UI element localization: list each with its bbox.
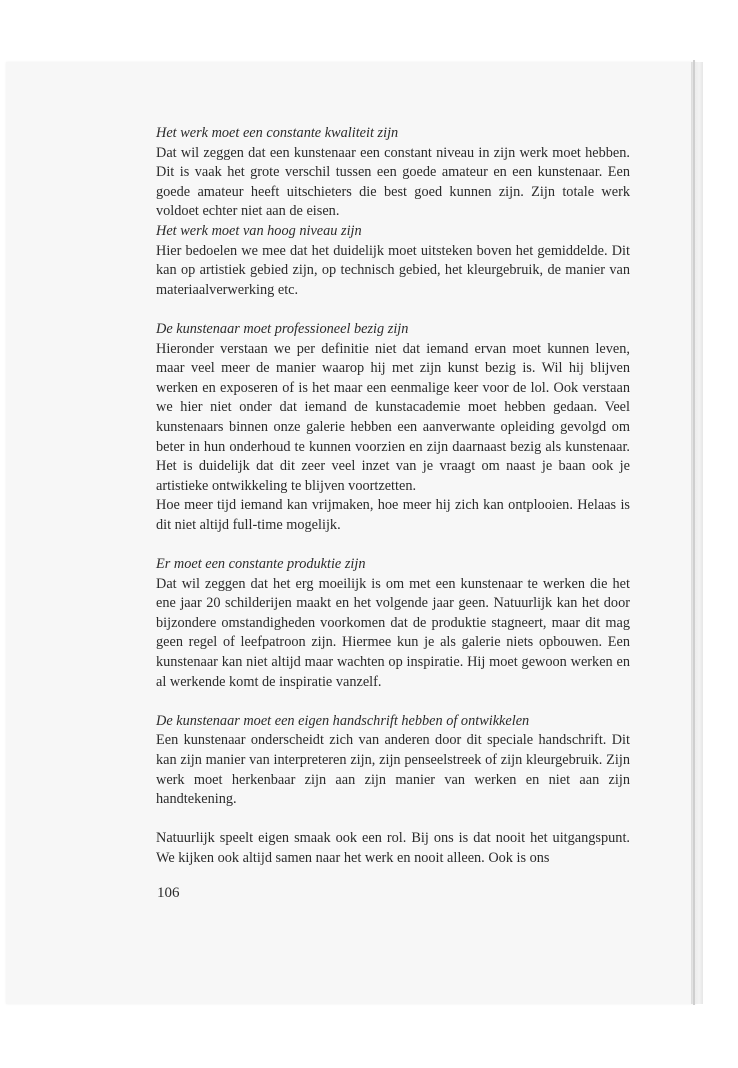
section-paragraph: Dat wil zeggen dat een kunstenaar een constant niveau in zijn werk moet hebben. Dit is vaak het grote verschil tussen een goede amateur en een kunstenaar. Een goede amateur heeft uitschieters die best goed kunnen zijn. Zijn totale werk voldoet echter niet aan de eisen. [156,144,630,220]
page-edge-line [693,60,695,1005]
section-heading: Het werk moet van hoog niveau zijn [156,222,362,239]
section-paragraph: Een kunstenaar onderscheidt zich van anderen door dit speciale handschrift. Dit kan zijn manier van interpreteren zijn, zijn penseelstreek of zijn kleurgebruik. Zijn werk moet herkenbaar zijn aan zijn manier van werken en niet aan zijn handtekening. [156,732,630,808]
section-heading: Er moet een constante produktie zijn [156,556,366,573]
section-heading: De kunstenaar moet professioneel bezig zijn [156,320,409,337]
section-constant-quality [156,124,630,222]
page-number: 106 [157,885,180,901]
page-text [156,124,630,869]
section-paragraph: Natuurlijk speelt eigen smaak ook een rol. Bij ons is dat nooit het uitgangspunt. We kijken ook altijd samen naar het werk en nooit alleen. Ook is ons [156,830,630,866]
section-high-level [156,222,630,300]
section-closing [156,829,630,868]
section-professional [156,320,630,536]
section-paragraph: Hoe meer tijd iemand kan vrijmaken, hoe meer hij zich kan ontplooien. Helaas is dit niet altijd full-time mogelijk. [156,497,630,533]
section-heading: De kunstenaar moet een eigen handschrift hebben of ontwikkelen [156,712,530,729]
section-paragraph: Hier bedoelen we mee dat het duidelijk moet uitsteken boven het gemiddelde. Dit kan op artistiek gebied zijn, op technisch gebied, het kleurgebruik, de manier van materiaalverwerking etc. [156,242,630,298]
section-own-handwriting [156,712,630,810]
section-paragraph: Dat wil zeggen dat het erg moeilijk is om met een kunstenaar te werken die het ene jaar 20 schilderijen maakt en het volgende jaar geen. Natuurlijk kan het door bijzondere omstandigheden voorkomen dat de produktie stagneert, maar dit mag geen regel of leefpatroon zijn. Hiermee kun je als galerie niets opbouwen. Een kunstenaar kan niet altijd maar wachten op inspiratie. Hij moet gewoon werken en al werkende komt de inspiratie vanzelf. [156,575,630,690]
section-constant-production [156,555,630,692]
section-heading: Het werk moet een constante kwaliteit zijn [156,125,399,141]
section-paragraph: Hieronder verstaan we per definitie niet dat iemand ervan moet kunnen leven, maar veel meer de manier waarop hij met zijn kunst bezig is. Wil hij blijven werken en exposeren of is het maar een eenmalige keer voor de lol. Ook verstaan we hier niet onder dat iemand de kunstacademie moet hebben gedaan. Veel kunstenaars binnen onze galerie hebben een aanverwante opleiding gevolgd om beter in hun onderhoud te kunnen voorzien en zijn daarnaast bezig als kunstenaar. Het is duidelijk dat dit zeer veel inzet van je vraagt om naast je baan ook je artistieke ontwikkeling te blijven voortzetten. [156,340,630,494]
